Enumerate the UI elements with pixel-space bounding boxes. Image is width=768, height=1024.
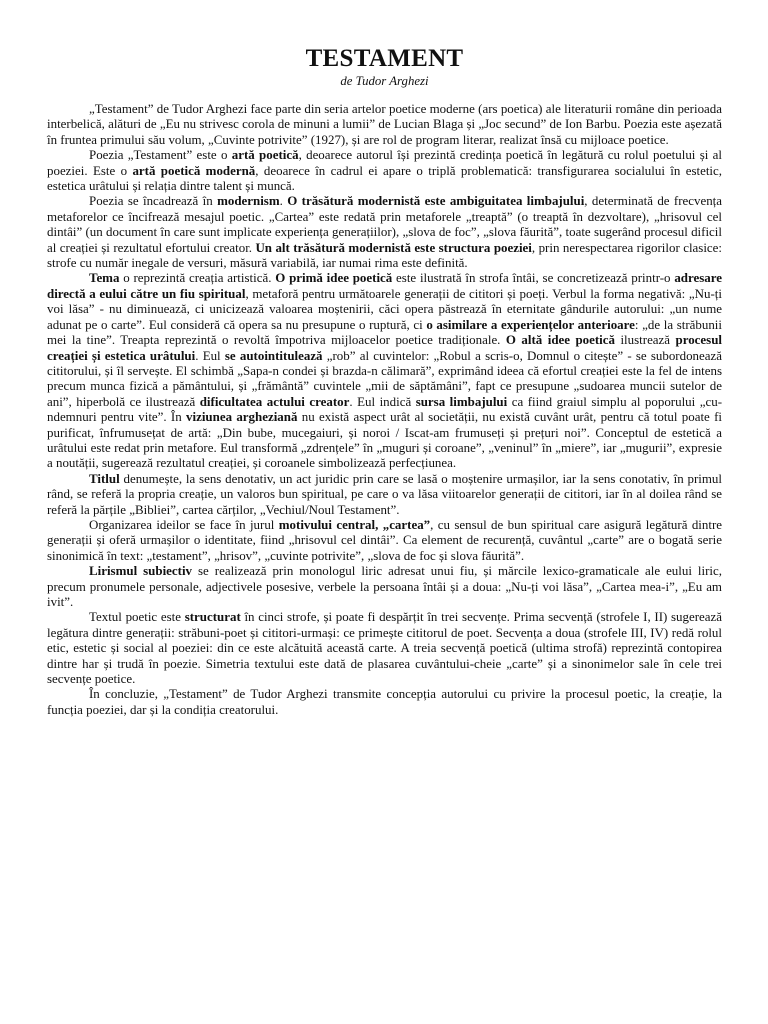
bold-text: o asimilare a experiențelor anterioare xyxy=(426,316,635,332)
paragraph xyxy=(47,101,722,147)
text-run: , determinată de frecvența metaforelor ce încifrează mesajul poetic. „Cartea” este redată prin metaforele „treaptă” (o treaptă în dezvoltare), „hrisovul cel dintâi” (un document în care sunt implicate experiența generațiilor), „slova de foc”, „slova făurită”, toate sugerând procesul dificil al creației și rezultatul efortului creator. xyxy=(47,193,723,255)
text-run: În concluzie, „Testament” de Tudor Arghezi transmite concepția autorului cu privire la procesul poetic, la creație, la funcția poeziei, dar și la condiția creatorului. xyxy=(47,686,722,717)
text-run: . Eul xyxy=(195,347,225,363)
bold-text: motivului central, „cartea” xyxy=(278,516,431,532)
paragraph xyxy=(47,563,722,609)
text-run: Textul poetic este xyxy=(89,609,185,625)
bold-text: artă poetică xyxy=(231,147,299,163)
text-run: Poezia se încadrează în xyxy=(89,193,218,209)
bold-text: Titlul xyxy=(89,470,120,486)
bold-text: O primă idee poetică xyxy=(275,270,393,286)
text-run: ilustrează xyxy=(615,332,676,348)
text-run: în cinci strofe, și poate fi despărțit în trei secvențe. Prima secvență (strofele I, II) sugerează legătura dintre generații: străbuni-poet și cititori-urmași: ce primește cititorul de poet. Secvența a doua (strofele III, IV) redă rolul etic, estetic și social al poeziei: din ce este alcătuită această carte. A treia secvență poetică (ultima strofă) reprezintă contopirea dintre har și trudă în poezie. Simetria textului este dată de plasarea cuvântului-cheie „carte” și a sinonimelor sale în cele trei secvențe poetice. xyxy=(47,609,723,687)
bold-text: modernism xyxy=(217,193,280,209)
text-run: , deoarece autorul își prezintă credința poetică în legătură cu rolul poetului și al poeziei. Este o xyxy=(47,147,722,178)
text-run: „rob” al cuvintelor: „Robul a scris-o, Domnul o citește” - se subordonează cititorului, și îl servește. El schimbă „Sapa-n condei și brazda-n călimară”, exprimând ideea că efortul creației este la fel de intens precum munca fizică a pământului, și „frământă” cuvintele „mii de săptămâni”, fapt ce presupune „sudoarea muncii sutelor de ani”, hiperbolă ce ilustrează xyxy=(47,347,722,409)
bold-text: dificultatea actului creator xyxy=(199,393,350,409)
bold-text: Lirismul subiectiv xyxy=(89,563,193,579)
text-run: , cu sensul de bun spiritual care asigură legătură dintre generații și oferă urmașilor o identitate, fiind „hrisovul cel dintâi”. Ca element de recurență, cuvântul „carte” are o bogată serie sinonimică în text: „testament”, „hrisov”, „cuvinte potrivite”, „slova de foc și slova făurită”. xyxy=(47,516,722,563)
text-run: este ilustrată în strofa întâi, se concretizează printr-o xyxy=(392,270,675,286)
paragraph xyxy=(47,270,722,470)
text-run: Poezia „Testament” este o xyxy=(89,147,232,163)
bold-text: O altă idee poetică xyxy=(505,332,615,348)
bold-text: Tema xyxy=(89,270,120,286)
bold-text: structurat xyxy=(184,609,241,625)
bold-text: viziunea argheziană xyxy=(186,409,298,425)
text-run: se realizează prin monologul liric adresat unui fiu, și mărcile lexico-gramaticale ale eului liric, precum pronumele personale, adjectivele posesive, verbele la persoana întâi și a doua: „Nu-ți voi lăsa”, „Cartea mea-i”, „Eu am ivit”. xyxy=(47,563,722,609)
bold-text: artă poetică modernă xyxy=(132,162,256,178)
text-run: . xyxy=(279,193,288,209)
document-author: de Tudor Arghezi xyxy=(340,74,429,88)
text-run: . Eul indică xyxy=(349,393,416,409)
paragraph xyxy=(47,193,722,270)
paragraph xyxy=(47,517,722,563)
text-run: o reprezintă creația artistică. xyxy=(119,270,276,286)
text-run: „Testament” de Tudor Arghezi face parte din seria artelor poetice moderne (ars poetica) ale literaturii române din perioada interbelică, alături de „Eu nu strivesc corola de minuni a lumii” de Lucian Blaga și „Joc secund” de Ion Barbu. Poezia este așezată în fruntea primului său volum, „Cuvinte potrivite” (1927), și are rol de program literar, realizat însă cu mijloace poetice. xyxy=(47,101,722,147)
bold-text: sursa limbajului xyxy=(415,393,508,409)
bold-text: O trăsătură modernistă este ambiguitatea limbajului xyxy=(287,193,585,209)
paragraph xyxy=(47,686,722,717)
document-body xyxy=(47,101,722,717)
bold-text: adresare directă a eului către un fiu spiritual xyxy=(47,270,722,301)
paragraph xyxy=(47,147,722,193)
text-run: Organizarea ideilor se face în jurul xyxy=(89,516,279,532)
paragraph xyxy=(47,609,722,686)
text-run: denumește, la sens denotativ, un act juridic prin care se lasă o moștenire urmașilor, iar la sens conotativ, în primul rând, se referă la propria creație, un valoros bun spiritual, pe care o va lăsa viitoarelor generații de cititori, iar în al doilea rând se referă la părțile „Bibliei”, cartea cărților, „Vechiul/Noul Testament”. xyxy=(47,470,722,517)
bold-text: se autointitulează xyxy=(224,347,323,363)
text-run: ca fiind graiul simplu al poporului „cu-ndemnuri pentru vite”. În xyxy=(47,393,723,425)
document-title: TESTAMENT xyxy=(305,45,464,72)
text-run: , metaforă pentru următoarele generații de cititori și poeți. Verbul la forma negativă: „Nu-ți voi lăsa” - nu diminuează, ci unicizează valoarea moștenirii, căci opera păstrează în eternitate gândurile autorului: „un nume adunat pe o carte”. Eul consideră că opera sa nu presupune o ruptură, ci xyxy=(47,285,722,332)
paragraph xyxy=(47,471,722,517)
text-run: , prin nerespectarea rigorilor clasice: strofe cu număr inegale de versuri, măsură variabilă, iar numai rima este definită. xyxy=(47,239,723,271)
bold-text: procesul creației și estetica urâtului xyxy=(47,332,722,363)
text-run: , deoarece în cadrul ei apare o triplă problematică: transfigurarea socialului în estetic, estetica urâtului și relația dintre talent și muncă. xyxy=(47,162,722,194)
document-page xyxy=(47,44,722,717)
text-run: : „de la străbunii mei la tine”. Treapta reprezintă o revoltă împotriva mijloacelor poetice tradiționale. xyxy=(47,316,722,348)
bold-text: Un alt trăsătură modernistă este structura poeziei xyxy=(255,239,532,255)
text-run: nu există aspect urât al societății, nu există cuvânt urât, pentru că totul poate fi purificat, înfrumusețat de artă: „Din bube, mucegaiuri, și noroi / Iscat-am frumuseți și prețuri noi”. Conceptul de estetică a urâtului este redat prin metafore. Eul transformă „zdrențele” în „muguri și coroane”, „veninul” în „miere”, iar „mugurii”, expresie a noutății, sugerează rezultatul creației, și coroanele simbolizează perfecțiunea. xyxy=(47,409,723,471)
